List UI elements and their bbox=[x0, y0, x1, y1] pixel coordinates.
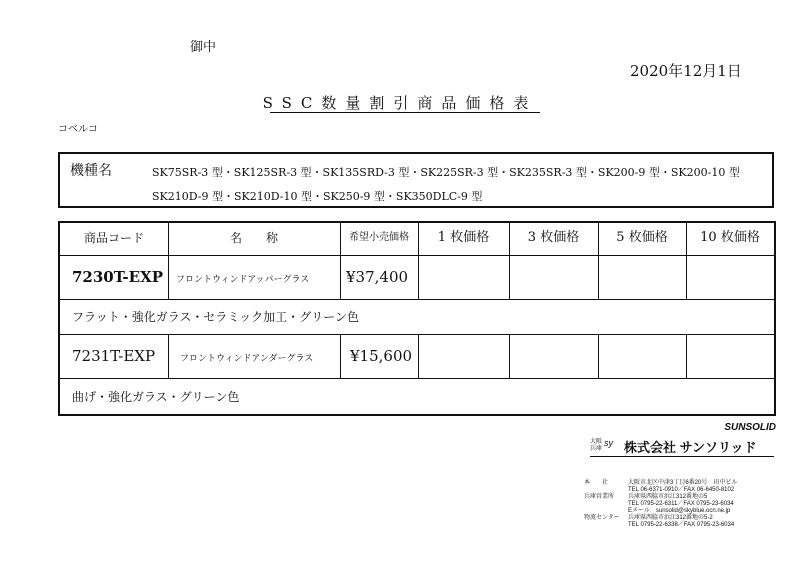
header-price-1: 1 枚価格 bbox=[437, 230, 490, 245]
retail-price: ¥37,400 bbox=[346, 268, 409, 286]
table-rule bbox=[340, 334, 341, 378]
header-price-5: 5 枚価格 bbox=[616, 230, 668, 245]
product-name: フロントウィンドアッパーグラス bbox=[176, 275, 310, 285]
address-line: 兵庫県西脇市浜江312番地の5-2 bbox=[628, 515, 713, 521]
company-underline bbox=[590, 456, 774, 457]
header-product-code: 商品コード bbox=[83, 231, 144, 245]
address-line: 大阪市北区中津3丁目6番20号 田中ビル bbox=[628, 480, 738, 486]
table-rule bbox=[58, 299, 776, 300]
table-rule bbox=[58, 378, 776, 379]
address-line: TEL 06-6371-0910／FAX 06-6450-8102 bbox=[628, 487, 735, 493]
retail-price: ¥15,600 bbox=[350, 347, 413, 365]
brand-logo: SUNSOLID bbox=[724, 422, 776, 433]
table-rule bbox=[58, 255, 776, 256]
customer-name: コベルコ bbox=[58, 124, 98, 135]
product-name: フロントウィンドアンダーグラス bbox=[180, 354, 314, 364]
company-name: 株式会社 サンソリッド bbox=[624, 440, 757, 455]
table-rule bbox=[58, 334, 776, 335]
table-rule bbox=[168, 334, 169, 378]
document-date: 2020年12月1日 bbox=[630, 62, 742, 80]
prefecture-label: 大阪 兵庫 bbox=[590, 438, 603, 452]
table-rule bbox=[509, 334, 510, 378]
address-line: TEL 0795-22-6311／FAX 0795-23-6034 bbox=[628, 501, 734, 507]
page-title: SSC数量割引商品価格表 bbox=[262, 94, 538, 112]
address-label: 兵庫営業所 bbox=[584, 494, 615, 500]
product-code: 7231T-EXP bbox=[72, 347, 156, 365]
models-list-line-1: SK75SR-3 型・SK125SR-3 型・SK135SRD-3 型・SK225SR-3 型・SK235SR-3 型・SK200-9 型・SK200-10 型 bbox=[152, 166, 740, 179]
addressee: 御中 bbox=[190, 40, 217, 55]
table-rule bbox=[598, 334, 599, 378]
table-rule bbox=[418, 334, 419, 378]
email-line: Eメール sunsolid@skyblue.ocn.ne.jp bbox=[628, 508, 731, 514]
header-product-name: 名 称 bbox=[229, 231, 278, 245]
product-description: 曲げ・強化ガラス・グリーン色 bbox=[72, 390, 240, 404]
address-line: 兵庫県西脇市浜江312番地の5 bbox=[628, 494, 708, 500]
header-price-10: 10 枚価格 bbox=[700, 230, 760, 245]
header-retail-price: 希望小売価格 bbox=[349, 232, 409, 243]
models-list-line-2: SK210D-9 型・SK210D-10 型・SK250-9 型・SK350DLC-9 型 bbox=[152, 190, 483, 203]
address-line: TEL 0795-22-6338／FAX 0795-23-6034 bbox=[628, 522, 735, 528]
header-price-3: 3 枚価格 bbox=[527, 230, 580, 245]
company-logo-mark: sy bbox=[604, 438, 613, 448]
title-underline bbox=[270, 112, 540, 113]
product-description: フラット・強化ガラス・セラミック加工・グリーン色 bbox=[72, 310, 359, 324]
product-code: 7230T-EXP bbox=[72, 268, 164, 286]
address-label: 物流センター bbox=[584, 515, 620, 521]
table-rule bbox=[686, 334, 687, 378]
address-label: 本 社 bbox=[584, 480, 609, 486]
models-label: 機種名 bbox=[70, 163, 112, 179]
